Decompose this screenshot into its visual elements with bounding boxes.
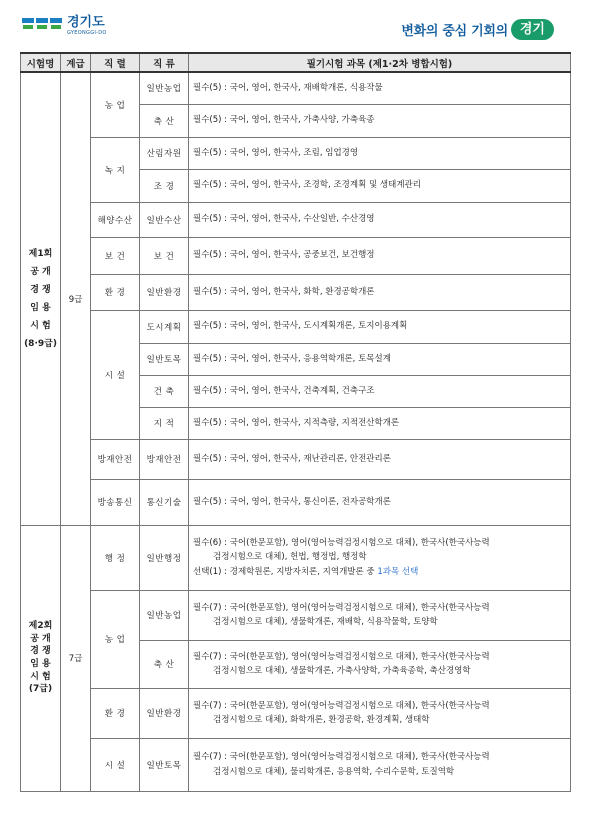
table-row xyxy=(21,439,571,479)
header-class: 직 류 xyxy=(140,53,189,72)
subjects-cell: 필수(5) : 국어, 영어, 한국사, 건축계획, 건축구조 xyxy=(189,375,571,407)
subjects-cell: 필수(5) : 국어, 영어, 한국사, 수산일반, 수산경영 xyxy=(189,202,571,237)
class-cell: 도시계획 xyxy=(140,310,189,343)
table-row xyxy=(21,137,571,169)
subjects-cell: 필수(5) : 국어, 영어, 한국사, 재배학개론, 식용작물 xyxy=(189,72,571,104)
class-cell: 일반수산 xyxy=(140,202,189,237)
subjects-cell: 필수(5) : 국어, 영어, 한국사, 지적측량, 지적전산학개론 xyxy=(189,407,571,439)
logo-mark-icon xyxy=(22,18,62,32)
round1-title: 제1회 공 개 경 쟁 임 용 시 험 (8·9급) xyxy=(21,72,61,525)
class-cell: 보 건 xyxy=(140,237,189,274)
class-cell: 통신기술 xyxy=(140,479,189,525)
slogan-badge: 경기 xyxy=(511,19,554,40)
class-cell: 축 산 xyxy=(140,104,189,137)
table-row xyxy=(21,310,571,343)
series-cell: 환 경 xyxy=(91,274,140,310)
series-cell: 방송통신 xyxy=(91,479,140,525)
series-cell: 농 업 xyxy=(91,72,140,137)
series-cell: 농 업 xyxy=(91,590,140,688)
subjects-cell: 필수(7) : 국어(한문포함), 영어(영어능력검정시험으로 대체), 한국사(한국사능력 검정시험으로 대체), 생물학개론, 가축사양학, 가축육종학, 축산경영학 xyxy=(189,640,571,688)
table-row xyxy=(21,738,571,791)
header-grade: 계급 xyxy=(61,53,91,72)
series-cell: 녹 지 xyxy=(91,137,140,202)
series-cell: 보 건 xyxy=(91,237,140,274)
subjects-cell: 필수(5) : 국어, 영어, 한국사, 재난관리론, 안전관리론 xyxy=(189,439,571,479)
table-row xyxy=(21,274,571,310)
highlight-text: 1과목 선택 xyxy=(377,566,419,577)
logo-kr-text: 경기도 xyxy=(67,15,105,30)
series-cell: 환 경 xyxy=(91,688,140,738)
class-cell: 일반토목 xyxy=(140,738,189,791)
subjects-cell: 필수(5) : 국어, 영어, 한국사, 도시계획개론, 토지이용계획 xyxy=(189,310,571,343)
slogan xyxy=(401,16,554,42)
class-cell: 조 경 xyxy=(140,169,189,202)
round2-grade: 7급 xyxy=(61,525,91,791)
header-series: 직 렬 xyxy=(91,53,140,72)
class-cell: 산림자원 xyxy=(140,137,189,169)
header-exam-name: 시험명 xyxy=(21,53,61,72)
subjects-cell: 필수(7) : 국어(한문포함), 영어(영어능력검정시험으로 대체), 한국사(한국사능력 검정시험으로 대체), 물리학개론, 응용역학, 수리수문학, 토질역학 xyxy=(189,738,571,791)
table-row xyxy=(21,479,571,525)
series-cell: 방재안전 xyxy=(91,439,140,479)
subjects-cell: 필수(6) : 국어(한문포함), 영어(영어능력검정시험으로 대체), 한국사(한국사능력 검정시험으로 대체), 헌법, 행정법, 행정학 선택(1) : 경제학원론, 지방자치론, 지역개발론 중 1과목 선택 xyxy=(189,525,571,590)
table-row xyxy=(21,688,571,738)
header-subjects: 필기시험 과목 (제1·2차 병합시험) xyxy=(189,53,571,72)
subjects-cell: 필수(5) : 국어, 영어, 한국사, 응용역학개론, 토목설계 xyxy=(189,343,571,375)
subjects-cell: 필수(5) : 국어, 영어, 한국사, 화학, 환경공학개론 xyxy=(189,274,571,310)
gyeonggi-logo xyxy=(22,16,107,42)
class-cell: 지 적 xyxy=(140,407,189,439)
class-cell: 건 축 xyxy=(140,375,189,407)
subjects-cell: 필수(5) : 국어, 영어, 한국사, 조경학, 조경계획 및 생태계관리 xyxy=(189,169,571,202)
class-cell: 일반행정 xyxy=(140,525,189,590)
table-row xyxy=(21,590,571,640)
subjects-cell: 필수(5) : 국어, 영어, 한국사, 가축사양, 가축육종 xyxy=(189,104,571,137)
class-cell: 일반농업 xyxy=(140,590,189,640)
series-cell: 시 설 xyxy=(91,738,140,791)
table-row xyxy=(21,237,571,274)
round2-title: 제2회 공 개 경 쟁 임 용 시 험 (7급) xyxy=(21,525,61,791)
subjects-cell: 필수(7) : 국어(한문포함), 영어(영어능력검정시험으로 대체), 한국사(한국사능력 검정시험으로 대체), 생물학개론, 재배학, 식용작물학, 토양학 xyxy=(189,590,571,640)
table-row xyxy=(21,525,571,590)
logo-en-text: GYEONGGI-DO xyxy=(67,30,107,36)
slogan-text: 변화의 중심 기회의 xyxy=(401,23,508,39)
table-header-row xyxy=(21,53,571,72)
class-cell: 축 산 xyxy=(140,640,189,688)
subjects-cell: 필수(5) : 국어, 영어, 한국사, 통신이론, 전자공학개론 xyxy=(189,479,571,525)
subjects-cell: 필수(5) : 국어, 영어, 한국사, 조림, 임업경영 xyxy=(189,137,571,169)
series-cell: 시 설 xyxy=(91,310,140,439)
table-row xyxy=(21,72,571,104)
page-header xyxy=(0,0,590,46)
class-cell: 일반환경 xyxy=(140,274,189,310)
class-cell: 방재안전 xyxy=(140,439,189,479)
class-cell: 일반환경 xyxy=(140,688,189,738)
exam-subject-table xyxy=(20,52,571,792)
subjects-cell: 필수(7) : 국어(한문포함), 영어(영어능력검정시험으로 대체), 한국사(한국사능력 검정시험으로 대체), 화학개론, 환경공학, 환경계획, 생태학 xyxy=(189,688,571,738)
round1-grade: 9급 xyxy=(61,72,91,525)
class-cell: 일반토목 xyxy=(140,343,189,375)
class-cell: 일반농업 xyxy=(140,72,189,104)
series-cell: 행 정 xyxy=(91,525,140,590)
series-cell: 해양수산 xyxy=(91,202,140,237)
table-row xyxy=(21,202,571,237)
subjects-cell: 필수(5) : 국어, 영어, 한국사, 공중보건, 보건행정 xyxy=(189,237,571,274)
